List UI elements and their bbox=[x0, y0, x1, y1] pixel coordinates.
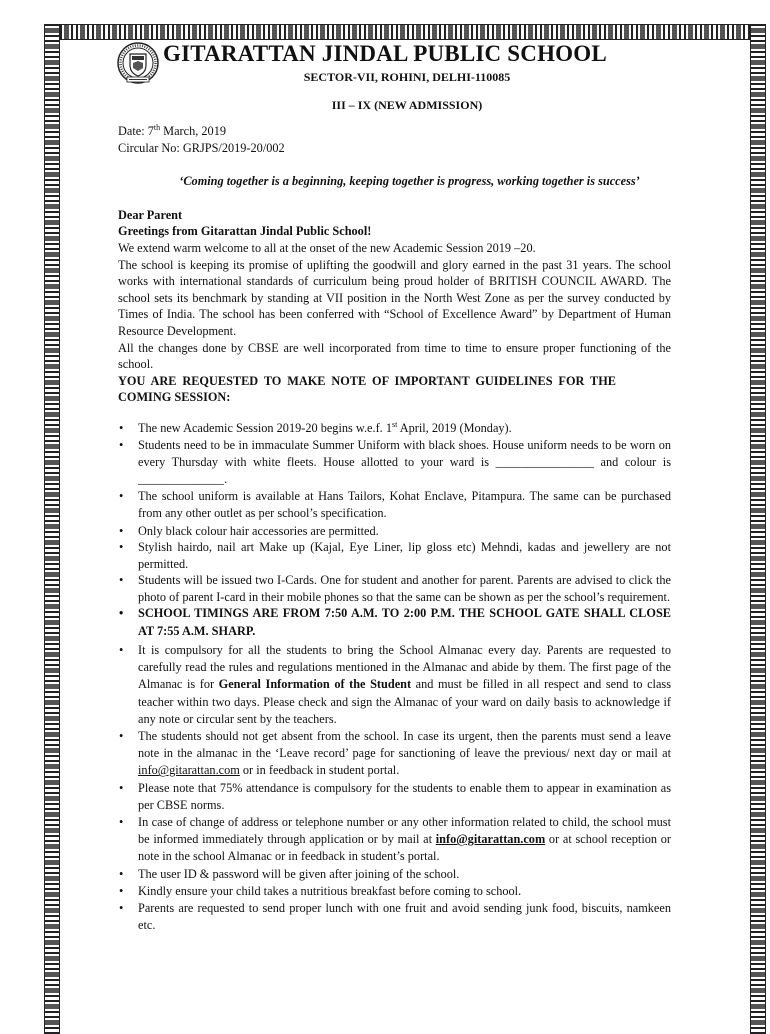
list-item: • It is compulsory for all the students to bring the School Almanac every day. Parents are requested to carefully read the rules and regulations mentioned in the Almanac and abide by them. The first page of the Almanac is for General Information of the Student and must be filled in all respect and send to class teacher within two days. Please check and sign the Almanac of your ward on daily basis to acknowledge if any note or circular sent by the teachers. bbox=[119, 642, 671, 726]
admission-heading: III – IX (NEW ADMISSION) bbox=[331, 98, 483, 112]
list-item: • SCHOOL TIMINGS ARE FROM 7:50 A.M. TO 2:00 P.M. THE SCHOOL GATE SHALL CLOSE AT 7:55 A.M. SHARP. bbox=[119, 606, 671, 638]
guidelines-notice: YOU ARE REQUESTED TO MAKE NOTE OF IMPORTANT GUIDELINES FOR THE COMING SESSION: bbox=[118, 373, 616, 405]
welcome-paragraph: We extend warm welcome to all at the onset of the new Academic Session 2019 –20. bbox=[118, 240, 536, 255]
border-top bbox=[44, 24, 766, 40]
school-name: GITARATTAN JINDAL PUBLIC SCHOOL bbox=[163, 41, 607, 66]
list-item: • Parents are requested to send proper lunch with one fruit and avoid sending junk food, biscuits, namkeen etc. bbox=[119, 900, 671, 932]
email-link[interactable]: info@gitarattan.com bbox=[435, 832, 546, 847]
border-right bbox=[750, 24, 766, 1034]
list-item: • In case of change of address or telephone number or any other information related to child, the school must be informed immediately through application or by mail at info@gitarattan.com or at school reception or note in the school Almanac or in feedback in student’s portal. bbox=[119, 814, 671, 864]
list-item: • Kindly ensure your child takes a nutritious breakfast before coming to school. bbox=[119, 883, 522, 898]
list-item: • The user ID & password will be given after joining of the school. bbox=[119, 866, 460, 881]
list-item: • Students need to be in immaculate Summer Uniform with black shoes. House uniform needs to be worn on every Thursday with white fleets. House allotted to your ward is ________________ and colour is ______________. bbox=[119, 437, 671, 486]
cbse-changes-paragraph: All the changes done by CBSE are well incorporated from time to time to ensure proper functioning of the school. bbox=[118, 340, 671, 372]
border-left bbox=[44, 24, 60, 1034]
school-address: SECTOR-VII, ROHINI, DELHI-110085 bbox=[303, 70, 511, 84]
circular-body bbox=[118, 123, 671, 933]
circular-number: Circular No: GRJPS/2019-20/002 bbox=[118, 140, 285, 155]
guidelines-list bbox=[118, 420, 671, 933]
email-link[interactable]: info@gitarattan.com bbox=[138, 763, 240, 778]
list-item: • The new Academic Session 2019-20 begins w.e.f. 1st April, 2019 (Monday). bbox=[119, 419, 512, 435]
list-item: • Only black colour hair accessories are permitted. bbox=[119, 523, 379, 538]
motto-quote: ‘Coming together is a beginning, keeping together is progress, working together is success’ bbox=[179, 174, 640, 189]
salutation: Dear Parent bbox=[118, 207, 183, 222]
school-achievements-paragraph: The school is keeping its promise of uplifting the goodwill and glory earned in the past 31 years. The school works with international standards of curriculum being proud holder of BRITISH COUNCIL AWARD. The school sets its benchmark by standing at VII position in the North West Zone as per the survey conducted by Times of India. The school has been conferred with “School of Excellence Award” by Department of Human Resource Development. bbox=[118, 257, 671, 338]
list-item: • The school uniform is available at Hans Tailors, Kohat Enclave, Pitampura. The same can be purchased from any other outlet as per school’s specification. bbox=[119, 489, 671, 521]
list-item: • Please note that 75% attendance is compulsory for the students to enable them to appear in examination as per CBSE norms. bbox=[119, 780, 671, 812]
list-item: • Stylish hairdo, nail art Make up (Kajal, Eye Liner, lip gloss etc) Mehndi, kadas and jewellery are not permitted. bbox=[119, 540, 671, 571]
greeting: Greetings from Gitarattan Jindal Public School! bbox=[118, 224, 372, 239]
list-item: • The students should not get absent from the school. In case its urgent, then the parents must send a leave note in the almanac in the ‘Leave record’ page for sanctioning of leave the previous/ next day or mail at info@gitarattan.com or in feedback in student portal. bbox=[119, 728, 671, 778]
list-item: • Students will be issued two I-Cards. One for student and another for parent. Parents are advised to click the photo of parent I-card in their mobile phones so that the same can be shown as per the school’s requirement. bbox=[119, 573, 671, 604]
date-line: Date: 7th March, 2019 bbox=[118, 122, 227, 138]
